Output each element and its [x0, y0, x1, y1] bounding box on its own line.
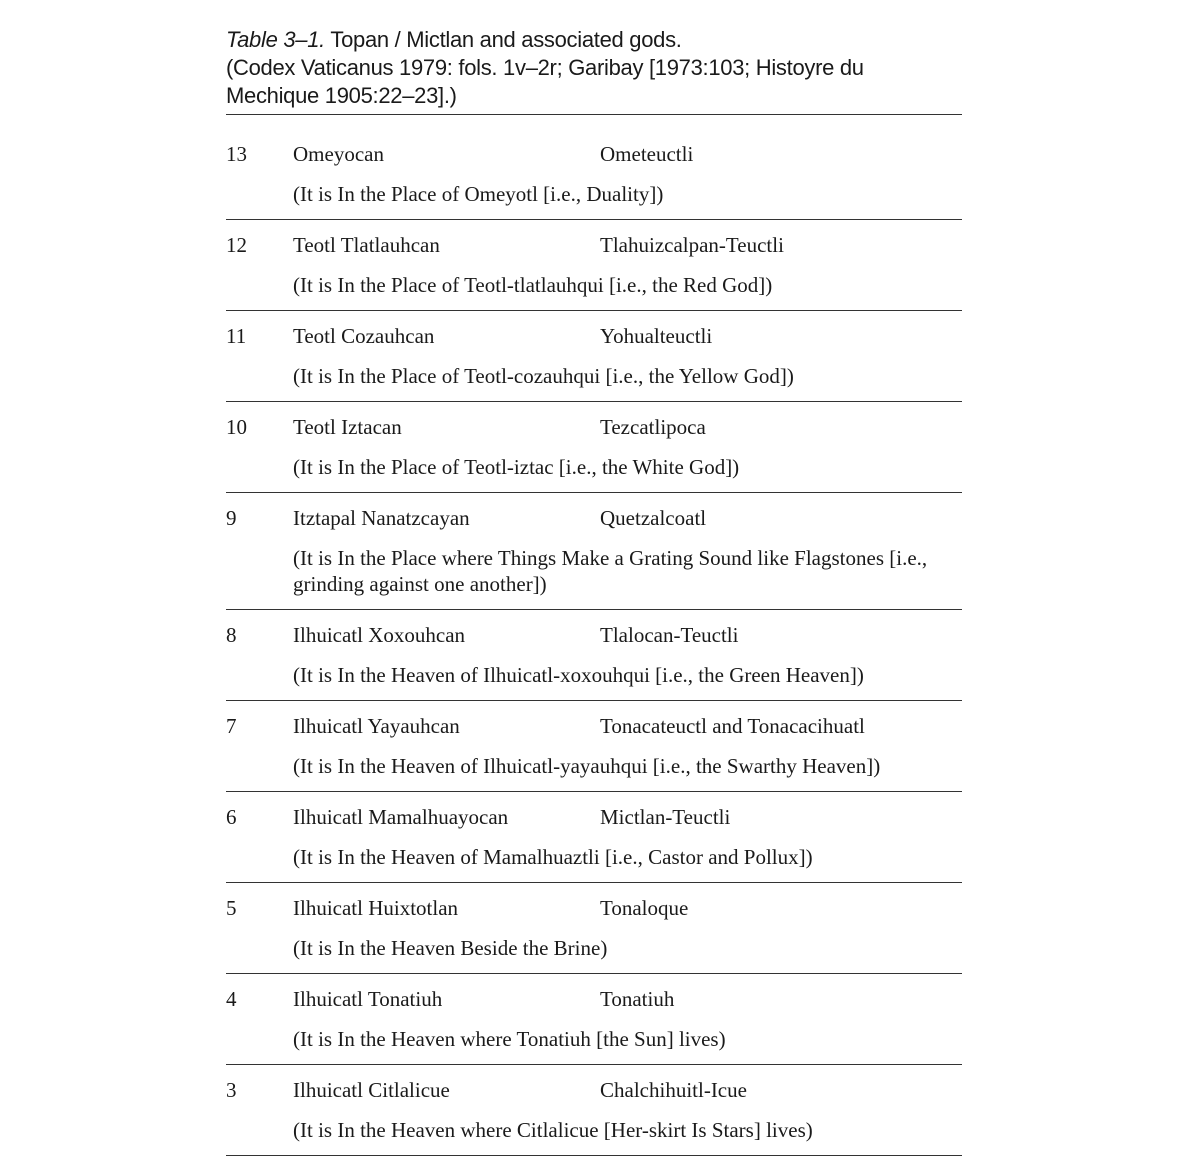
god-name: Ometeuctli: [600, 142, 694, 166]
heaven-number: 7: [226, 714, 237, 738]
place-gloss: (It is In the Heaven where Tonatiuh [the Sun] lives): [293, 1027, 726, 1051]
god-name: Tonaloque: [600, 896, 689, 920]
table-row: [226, 701, 962, 791]
heaven-number: 9: [226, 506, 237, 530]
table-caption: [226, 26, 962, 110]
row-main-line: [226, 232, 962, 258]
heaven-number: 3: [226, 1078, 237, 1102]
table-row: [226, 311, 962, 401]
god-name: Mictlan-Teuctli: [600, 805, 731, 829]
row-main-line: [226, 323, 962, 349]
place-gloss: (It is In the Place of Teotl-tlatlauhqui [i.e., the Red God]): [293, 273, 773, 297]
place-gloss: (It is In the Heaven Beside the Brine): [293, 936, 608, 960]
table-row: [226, 220, 962, 310]
place-name: Ilhuicatl Mamalhuayocan: [293, 805, 509, 829]
table-title: Topan / Mictlan and associated gods.: [330, 27, 682, 52]
table-row: [226, 1065, 962, 1155]
table-row: [226, 115, 962, 219]
place-name: Teotl Iztacan: [293, 415, 402, 439]
heaven-number: 4: [226, 987, 237, 1011]
row-main-line: [226, 895, 962, 921]
place-gloss: (It is In the Place of Teotl-iztac [i.e., the White God]): [293, 455, 740, 479]
heaven-number: 11: [226, 324, 247, 348]
heaven-number: 6: [226, 805, 237, 829]
god-name: Chalchihuitl-Icue: [600, 1078, 747, 1102]
row-main-line: [226, 141, 962, 167]
place-gloss: (It is In the Place where Things Make a Grating Sound like Flagstones [i.e., grinding against one another]): [293, 546, 928, 596]
god-name: Quetzalcoatl: [600, 506, 707, 530]
heaven-number: 8: [226, 623, 237, 647]
place-name: Itztapal Nanatzcayan: [293, 506, 470, 530]
table-source: (Codex Vaticanus 1979: fols. 1v–2r; Garibay [1973:103; Histoyre du Mechique 1905:22–23].): [226, 55, 864, 108]
place-gloss: (It is In the Place of Teotl-cozauhqui [i.e., the Yellow God]): [293, 364, 794, 388]
place-name: Teotl Tlatlauhcan: [293, 233, 440, 257]
god-name: Tlahuizcalpan-Teuctli: [600, 233, 784, 257]
god-name: Yohualteuctli: [600, 324, 713, 348]
heaven-number: 10: [226, 415, 247, 439]
table-row: [226, 792, 962, 882]
heaven-number: 5: [226, 896, 237, 920]
row-main-line: [226, 505, 962, 531]
god-name: Tonatiuh: [600, 987, 675, 1011]
table-row: [226, 974, 962, 1064]
table-body: [226, 115, 962, 1156]
place-name: Ilhuicatl Tonatiuh: [293, 987, 443, 1011]
row-main-line: [226, 986, 962, 1012]
place-gloss: (It is In the Heaven where Citlalicue [Her-skirt Is Stars] lives): [293, 1118, 813, 1142]
god-name: Tlalocan-Teuctli: [600, 623, 739, 647]
row-main-line: [226, 804, 962, 830]
place-name: Teotl Cozauhcan: [293, 324, 435, 348]
table-row: [226, 493, 962, 609]
table-label: Table 3–1.: [226, 27, 325, 52]
place-gloss: (It is In the Heaven of Ilhuicatl-xoxouhqui [i.e., the Green Heaven]): [293, 663, 864, 687]
row-main-line: [226, 414, 962, 440]
table-row: [226, 883, 962, 973]
table-container: [226, 26, 962, 1156]
table-row: [226, 402, 962, 492]
place-name: Ilhuicatl Xoxouhcan: [293, 623, 466, 647]
god-name: Tezcatlipoca: [600, 415, 706, 439]
heaven-number: 13: [226, 142, 247, 166]
row-main-line: [226, 713, 962, 739]
place-gloss: (It is In the Heaven of Mamalhuaztli [i.e., Castor and Pollux]): [293, 845, 813, 869]
place-name: Omeyocan: [293, 142, 384, 166]
place-name: Ilhuicatl Yayauhcan: [293, 714, 460, 738]
row-main-line: [226, 622, 962, 648]
place-gloss: (It is In the Heaven of Ilhuicatl-yayauhqui [i.e., the Swarthy Heaven]): [293, 754, 881, 778]
heaven-number: 12: [226, 233, 247, 257]
place-name: Ilhuicatl Huixtotlan: [293, 896, 459, 920]
god-name: Tonacateuctl and Tonacacihuatl: [600, 714, 865, 738]
place-gloss: (It is In the Place of Omeyotl [i.e., Duality]): [293, 182, 664, 206]
row-main-line: [226, 1077, 962, 1103]
place-name: Ilhuicatl Citlalicue: [293, 1078, 450, 1102]
table-row: [226, 610, 962, 700]
